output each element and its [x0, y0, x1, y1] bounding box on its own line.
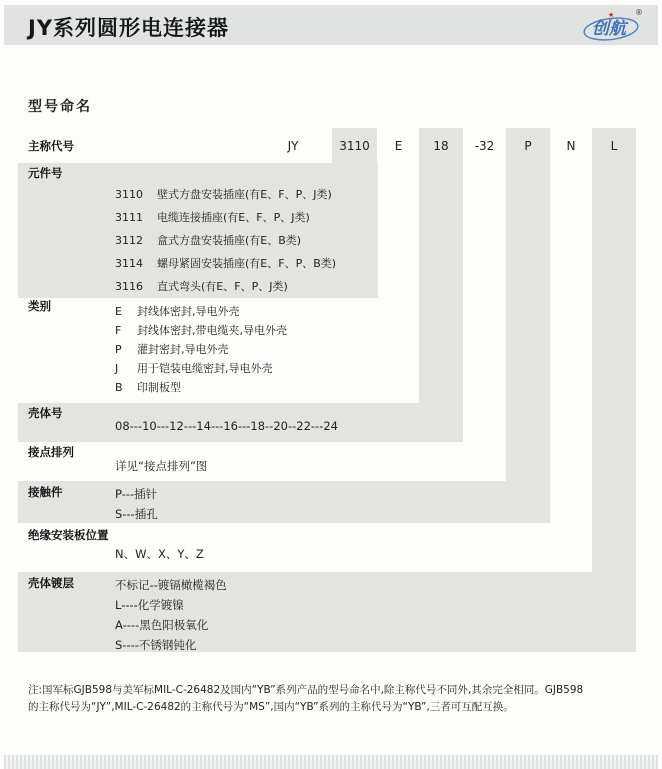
- category-item: [115, 341, 229, 357]
- registered-mark: ®: [635, 8, 643, 17]
- label-insulator-position: 绝缘安装板位置: [28, 528, 109, 542]
- item-code: 3114: [115, 257, 143, 270]
- item-desc: 用于铠装电缆密封,导电外壳: [137, 362, 273, 375]
- label-shell-number: 壳体号: [28, 406, 63, 420]
- category-item: [115, 322, 287, 338]
- footnote-line-2: 的主称代号为“JY”,MIL-C-26482的主称代号为“MS”,国内“YB”系列的主称代号为“YB”,三者可互配互换。: [28, 701, 514, 713]
- item-desc: 壁式方盘安装插座(有E、F、P、J类): [157, 188, 332, 201]
- item-code: J: [115, 362, 119, 375]
- page-title: JY系列圆形电连接器: [28, 16, 230, 40]
- label-main-designation: 主称代号: [28, 139, 74, 153]
- item-code: F: [115, 324, 122, 337]
- item-code: 3112: [115, 234, 143, 247]
- brand-logo: [580, 6, 646, 44]
- contact-arrangement-value: 详见“接点排列”图: [115, 459, 208, 473]
- code-part-jy: JY: [287, 139, 299, 153]
- element-number-item: [115, 209, 310, 225]
- item-code: P: [115, 343, 122, 356]
- shell-plating-item: S----不锈钢钝化: [115, 638, 197, 652]
- section-title: 型号命名: [28, 99, 92, 115]
- item-desc: 封线体密封,带电缆夹,导电外壳: [137, 324, 287, 337]
- code-part-32: -32: [474, 139, 495, 153]
- shell-plating-item: A----黑色阳极氧化: [115, 618, 209, 632]
- column-code-L: [592, 128, 636, 652]
- column-code-P: [506, 128, 550, 523]
- shell-number-value: 08---10---12---14---16---18--20--22---24: [115, 419, 338, 433]
- shell-plating-item: 不标记--镀镉橄榄褐色: [115, 578, 227, 592]
- element-number-item: [115, 255, 336, 271]
- code-part-3110: 3110: [339, 139, 370, 153]
- bottom-scan-bar: [4, 755, 658, 769]
- code-part-n: N: [566, 139, 576, 153]
- item-desc: 螺母紧固安装插座(有E、F、P、B类): [157, 257, 337, 270]
- footnote: [28, 682, 644, 716]
- band-contact-type: [18, 481, 550, 523]
- label-contact-arrangement: 接点排列: [28, 445, 74, 459]
- code-part-e: E: [394, 139, 403, 153]
- label-contact-type: 接触件: [28, 485, 63, 499]
- label-shell-plating: 壳体镀层: [28, 576, 74, 590]
- column-code-3110: [332, 128, 377, 298]
- category-item: [115, 303, 240, 319]
- item-desc: 印制板型: [137, 381, 181, 394]
- item-desc: 灌封密封,导电外壳: [137, 343, 229, 356]
- code-part-l: L: [610, 139, 618, 153]
- logo-star-icon: ★: [608, 11, 615, 19]
- contact-type-item: S---插孔: [115, 507, 158, 521]
- label-category: 类别: [28, 299, 51, 313]
- label-element-number: 元件号: [28, 166, 63, 180]
- element-number-item: [115, 186, 332, 202]
- category-item: [115, 379, 181, 395]
- element-number-item: [115, 278, 288, 294]
- item-desc: 电缆连接插座(有E、F、P、J类): [157, 211, 310, 224]
- category-item: [115, 360, 273, 376]
- item-code: 3116: [115, 280, 143, 293]
- item-code: 3110: [115, 188, 143, 201]
- logo-text: 创航: [592, 19, 626, 39]
- footnote-line-1: 注:国军标GJB598与美军标MIL-C-26482及国内“YB”系列产品的型号命名中,除主称代号不同外,其余完全相同。GJB598: [28, 684, 584, 696]
- insulator-position-value: N、W、X、Y、Z: [115, 547, 204, 561]
- element-number-item: [115, 232, 301, 248]
- item-desc: 直式弯头(有E、F、P、J类): [157, 280, 288, 293]
- item-code: E: [115, 305, 122, 318]
- code-part-p: P: [524, 139, 532, 153]
- item-code: B: [115, 381, 123, 394]
- item-desc: 盒式方盘安装插座(有E、B类): [157, 234, 302, 247]
- header-bar: [4, 5, 658, 45]
- code-part-18: 18: [433, 139, 449, 153]
- contact-type-item: P---插针: [115, 487, 158, 501]
- item-desc: 封线体密封,导电外壳: [137, 305, 240, 318]
- shell-plating-item: L----化学镀镍: [115, 598, 184, 612]
- band-shell-plating: [18, 572, 636, 652]
- column-code-18: [419, 128, 463, 442]
- item-code: 3111: [115, 211, 143, 224]
